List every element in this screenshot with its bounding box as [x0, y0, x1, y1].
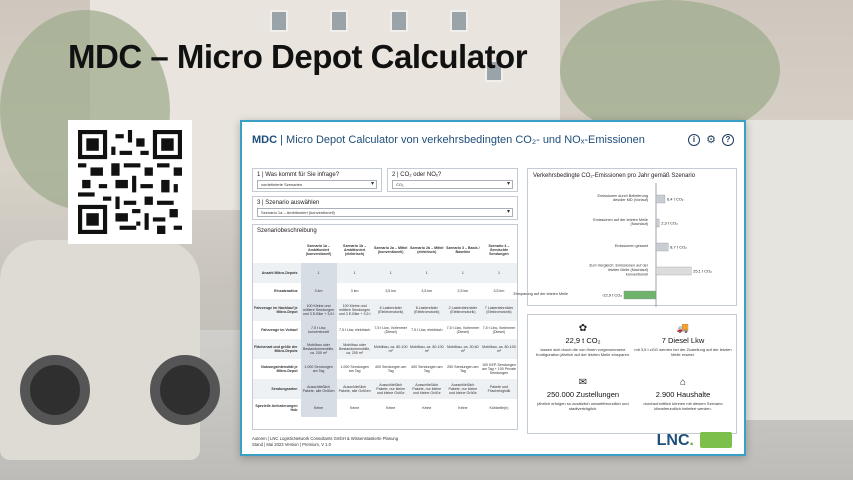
kpi-value: 2.900 Haushalte	[655, 390, 711, 399]
help-icon[interactable]: ?	[722, 134, 734, 146]
table-row	[253, 339, 517, 359]
kpi-description: jährlich erfolgen so zusätzlich umweltfreundlich und stadtverträglich.	[537, 401, 629, 411]
table-cell: 1	[337, 263, 373, 283]
table-cell: 1	[409, 263, 445, 283]
kpi-value: 7 Diesel Lkw	[661, 336, 705, 345]
table-header: Szenario 3 – Basis / Baseline	[446, 245, 480, 254]
row-header: Einsatzradius	[274, 288, 298, 293]
emissions-chart	[513, 181, 736, 305]
footer-version: Stand | Mai 2023 Version | Premium, V 1.0	[252, 442, 331, 447]
chart-bar	[656, 219, 659, 227]
table-cell: Mobilbau, ca. 80-100 m²	[481, 339, 517, 359]
question-3-label: 3 | Szenario auswählen	[257, 200, 320, 206]
chart-category-label: Einsparung auf der letzten Meile	[513, 292, 568, 296]
house-icon: ⌂	[679, 377, 687, 388]
table-cell: 250 Sendungen am Tag	[447, 364, 479, 373]
kpi-deliveries	[533, 377, 633, 411]
table-cell: 7 Lastenfahrräder (Elektromotorik)	[481, 299, 517, 321]
table-cell: 7,5 t Lkw, elektrisch	[411, 327, 443, 332]
kpi-description: durchschnittlich können mit diesem Szenario klimafreundlich beliefert werden.	[643, 401, 723, 411]
left-column	[252, 168, 518, 434]
table-cell: 6 Lastenräder (Elektromotorik)	[373, 299, 409, 321]
table-header-row	[253, 237, 517, 263]
table-cell: 2,5 km	[457, 288, 469, 293]
table-cell: 3,5 km	[385, 288, 397, 293]
table-cell: 6 Lastenräder (Elektromotorik)	[409, 299, 445, 321]
table-row	[253, 283, 517, 299]
row-header: Fahrzeuge im Vorlauf	[261, 327, 298, 332]
app-header	[252, 130, 734, 150]
table-header	[253, 237, 301, 263]
question-2-label: 2 | CO₂ oder NOₓ?	[392, 172, 442, 178]
scenario-table-title: Szenariobeschreibung	[257, 228, 317, 234]
table-row	[253, 321, 517, 339]
table-cell: Keine	[458, 405, 468, 410]
table-cell: 3,5 km	[493, 288, 505, 293]
kpi-description: lassen sich durch die von Ihnen vorgenommene Konfiguration jährlich auf der letzten Meile einsparen.	[535, 347, 631, 357]
table-cell: Ausschließlich Pakete, nur kleine und kleine Größe	[445, 379, 481, 399]
chart-value-label: 2,3 t CO₂	[661, 220, 678, 226]
chart-category-label: Zum Vergleich: Emissionen auf der letzten Meile (Nachlauf) konventionell	[589, 263, 648, 277]
plant-icon: ✿	[578, 323, 588, 334]
row-header: Spezielle Anforderungen Hub	[255, 403, 298, 412]
parcel-icon: ✉	[578, 377, 588, 388]
kpi-description: mit 3,5 t zGG werden bei der Zustellung auf der letzten Meile ersetzt.	[634, 347, 732, 357]
row-header: Sendungsarten	[253, 379, 301, 399]
truck-icon: 🚚	[676, 323, 690, 334]
table-cell: Kühlzelle(n)	[489, 405, 509, 410]
chart-title: Verkehrsbedingte CO₂-Emissionen pro Jahr gemäß Szenario	[533, 173, 696, 179]
table-cell: 1	[301, 263, 337, 283]
background-wheel	[150, 355, 220, 425]
chart-category-label: Emissionen gesamt	[614, 244, 648, 248]
emissions-chart-panel	[513, 168, 737, 306]
table-cell: 1	[445, 263, 481, 283]
table-header: Szenario 4 – Gemischte Sendungen	[488, 243, 510, 257]
kpi-value: 22,9 t CO₂	[565, 336, 601, 345]
table-cell: Mobilbau oder Bestandsimmobilie, ca. 200 m²	[301, 339, 337, 359]
background-tree	[560, 0, 780, 140]
slide-title: MDC – Micro Depot Calculator	[68, 38, 528, 75]
table-cell: Keine	[422, 405, 432, 410]
question-2-panel	[387, 168, 518, 192]
background-window	[450, 10, 468, 32]
background-window	[390, 10, 408, 32]
table-row	[253, 399, 517, 417]
lnc-logo-dot: .	[689, 432, 694, 449]
table-cell: Ausschließlich Pakete, nur kleine und kleine Größe	[409, 379, 445, 399]
gear-icon[interactable]: ⚙	[706, 134, 716, 146]
chart-bar	[624, 291, 656, 299]
info-icon[interactable]: i	[688, 134, 700, 146]
table-cell: Ausschließlich Pakete, nur kleine und kleine Größe	[373, 379, 409, 399]
row-header: Flächenart und größe der Mikro-Depots	[253, 339, 301, 359]
scenario-table-panel	[252, 224, 518, 430]
app-title-strong: MDC	[252, 134, 278, 146]
table-cell: Ausschließlich Pakete, alle Größen	[301, 379, 337, 399]
table-cell: 3 km	[301, 283, 337, 299]
kpi-value: 250.000 Zustellungen	[546, 390, 620, 399]
table-cell: 100 KEP-Sendungen am Tag + 100 Private Sendungen	[481, 362, 516, 376]
question-1-select[interactable]: vordefinierte Szenarien ▾	[257, 180, 377, 189]
chart-bar	[656, 195, 665, 203]
table-cell: 1	[481, 263, 517, 283]
table-cell: 1.000 Sendungen am Tag	[301, 359, 337, 379]
table-row	[253, 263, 517, 283]
scenario-table	[253, 237, 517, 417]
app-footer	[252, 436, 398, 448]
table-cell: Mobilbau, ca. 30-60 m²	[445, 339, 481, 359]
chart-category-label: Emissionen durch Belieferung des/der MD (Vorlauf)	[597, 193, 648, 203]
chart-value-label: -22,9 t CO₂	[601, 292, 622, 298]
table-cell: 7,5 t Lkw, Vorlenmer (Diesel)	[374, 325, 407, 334]
table-cell: 400 Sendungen am Tag	[411, 364, 443, 373]
table-header: Szenario 1a – Ambitioniert (konventionell)	[305, 243, 332, 257]
scenario-select[interactable]: Szenario 1a – Ambitioniert (konventionell) ▾	[257, 208, 513, 217]
table-cell: 1	[373, 263, 409, 283]
table-cell: 3,5 km	[421, 288, 433, 293]
table-cell: Pakete und Frischelogistik	[481, 379, 517, 399]
table-cell: 3 km	[350, 288, 359, 293]
row-header: Fahrzeuge im Nachlauf je Mikro-Depot	[253, 299, 301, 321]
question-3-panel	[252, 196, 518, 220]
table-header: Szenario 2a – Mittel (konventionell)	[374, 245, 408, 254]
table-cell: 100 Kleine und mittlere Sendungen und 3 E-Bike + 3,5 t	[337, 299, 373, 321]
table-cell: 7,5 t Lkw, konventionell	[301, 321, 337, 339]
table-cell: 1.000 Sendungen am Tag	[340, 364, 369, 373]
qr-code	[68, 120, 192, 244]
app-title: MDC | Micro Depot Calculator von verkehrsbedingten CO₂- und NOₓ-Emissionen	[252, 134, 645, 146]
kpi-households	[633, 377, 733, 411]
row-header: Anzahl Mikro-Depots	[253, 263, 301, 283]
question-1-panel	[252, 168, 382, 192]
table-header: Szenario 1b – Ambitioniert (elektrisch)	[343, 243, 367, 257]
chart-bar	[656, 267, 691, 275]
table-cell: Mobilbau oder Bestandsimmobilie, ca. 200 m²	[337, 339, 373, 359]
table-cell: 100 Kleine und mittlere Sendungen und 3 E-Bike + 3,5 t	[301, 299, 337, 321]
lnc-logo	[657, 432, 694, 450]
table-row	[253, 359, 517, 379]
table-cell: Mobilbau, ca. 80-100 m²	[409, 339, 445, 359]
table-cell: 400 Sendungen am Tag	[375, 364, 407, 373]
kpi-co2	[533, 323, 633, 357]
app-window	[240, 120, 746, 456]
chart-value-label: 6,4 t CO₂	[666, 196, 684, 202]
table-cell: Mobilbau, ca. 80-100 m²	[373, 339, 409, 359]
table-cell: Keine	[386, 405, 396, 410]
table-cell: Keine	[301, 399, 337, 417]
table-header: Szenario 2b – Mittel (elektrisch)	[410, 245, 444, 254]
chart-value-label: 8,7 t CO₂	[670, 244, 687, 250]
lnc-logo-text: LNC	[656, 432, 690, 449]
row-header: Nutzungsintensität je Mikro-Depot	[261, 364, 298, 373]
qr-code-icon	[78, 130, 182, 234]
question-2-select[interactable]: CO₂ ▾	[392, 180, 513, 189]
footer-authors: Autoren | LNC LogisticNetwork Consultants GmbH & Wissenstastierte Planung	[252, 436, 399, 441]
app-title-rest: Micro Depot Calculator von verkehrsbedingten CO₂- und NOₓ-Emissionen	[286, 134, 645, 146]
background-window	[330, 10, 348, 32]
table-cell: Keine	[350, 405, 360, 410]
background-wheel	[20, 355, 90, 425]
kpi-panel	[527, 314, 737, 434]
header-icons	[688, 134, 734, 146]
background-window	[270, 10, 288, 32]
chart-bar	[656, 243, 668, 251]
partner-logo	[700, 432, 732, 448]
table-cell: 2 Lastenfahrräder (Elektromotorik)	[445, 299, 481, 321]
table-cell: 7,5 t Lkw, Vorlenmer (Diesel)	[446, 325, 480, 334]
chart-category-label: Emissionen auf der letzten Meile (Nachlauf)	[593, 217, 648, 227]
table-row	[253, 299, 517, 321]
table-cell: Ausschließlich Pakete, alle Größen	[337, 379, 373, 399]
background-wall	[733, 120, 853, 420]
table-row	[253, 379, 517, 399]
table-cell: 7,5 t Lkw, elektrisch	[338, 327, 371, 332]
question-1-label: 1 | Was kommt für Sie infrage?	[257, 172, 340, 178]
background-cargo-bike	[0, 240, 200, 460]
chart-value-label: 25,1 t CO₂	[693, 268, 712, 274]
kpi-trucks	[633, 323, 733, 357]
table-cell: 7,5 t Lkw, Vorlenmer (Diesel)	[482, 325, 516, 334]
